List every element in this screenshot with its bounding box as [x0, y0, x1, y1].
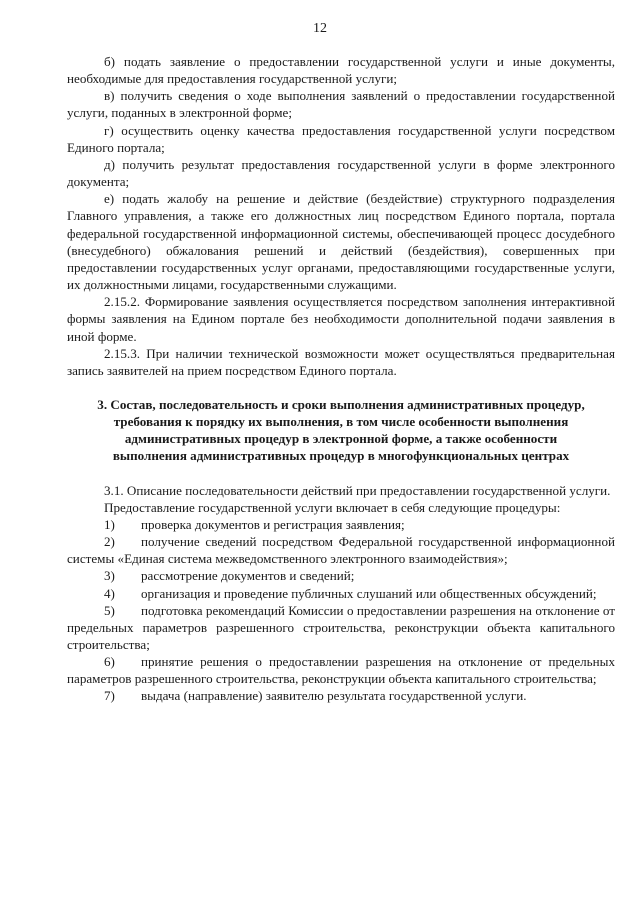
item-d: д) получить результат предоставления государственной услуги в форме электронного документа; [67, 156, 615, 190]
item-v: в) получить сведения о ходе выполнения заявлений о предоставлении государственной услуги, поданных в электронной форме; [67, 88, 615, 121]
item-b: б) подать заявление о предоставлении государственной услуги и иные документы, необходимые для предоставления государственной услуги; [67, 54, 615, 87]
procedure-item [67, 533, 615, 567]
procedure-item [67, 653, 615, 687]
procedure-text: получение сведений посредством Федеральной государственной информационной системы «Единая система межведомственного электронного взаимодействия»; [67, 534, 615, 567]
item-e: е) подать жалобу на решение и действие (бездействие) структурного подразделения Главного управления, а также его должностных лиц посредством Единого портала, портала федеральной государственной информационной системы, обеспечивающей процесс досудебного (внесудебного) обжалования решений и действий (бездействия), совершенных при предоставлении государственных услуг органами, предоставляющими государственные услуги, их должностными лицами, государственными служащими. [67, 191, 615, 293]
page-number: 12 [313, 21, 327, 36]
clause-3-1: 3.1. Описание последовательности действий при предоставлении государственной услуги. [104, 482, 611, 498]
procedure-number: 1) [104, 516, 115, 532]
page-content [67, 53, 615, 705]
item-g: г) осуществить оценку качества предоставления государственной услуги посредством Единого портала; [67, 122, 615, 155]
procedure-number: 5) [104, 602, 115, 618]
procedure-text: проверка документов и регистрация заявления; [141, 516, 405, 532]
procedure-number: 7) [104, 688, 115, 704]
procedure-item [67, 516, 615, 533]
procedure-item [67, 687, 615, 704]
procedure-number: 2) [104, 534, 115, 550]
section-3-heading: 3. Состав, последовательность и сроки выполнения административных процедур, требования к порядку их выполнения, в том числе особенности выполнения административных процедур в электронной форме, а также особенности выполнения административных процедур в многофункциональных центрах [97, 396, 585, 464]
clause-2-15-3: 2.15.3. При наличии технической возможности может осуществляться предварительная запись заявителей на прием посредством Единого портала. [67, 345, 615, 378]
procedure-text: организация и проведение публичных слушаний или общественных обсуждений; [141, 585, 597, 601]
procedure-text: выдача (направление) заявителю результата государственной услуги. [141, 688, 527, 704]
procedure-text: подготовка рекомендаций Комиссии о предоставлении разрешения на отклонение от предельных параметров разрешенного строительства, реконструкции объекта капитального строительства; [67, 602, 615, 652]
procedure-item [67, 567, 615, 584]
procedure-text: принятие решения о предоставлении разрешения на отклонение от предельных параметров разрешенного строительства, реконструкции объекта капитального строительства; [67, 654, 615, 687]
procedure-number: 4) [104, 585, 115, 601]
procedure-item [67, 602, 615, 653]
procedure-number: 3) [104, 568, 115, 584]
clause-2-15-2: 2.15.2. Формирование заявления осуществляется посредством заполнения интерактивной формы заявления на Едином портале без необходимости дополнительной подачи заявления в иной форме. [67, 294, 615, 344]
procedure-item [67, 585, 615, 602]
procedure-number: 6) [104, 654, 115, 670]
procedure-text: рассмотрение документов и сведений; [141, 568, 355, 584]
procedures-intro: Предоставление государственной услуги включает в себя следующие процедуры: [104, 499, 561, 515]
